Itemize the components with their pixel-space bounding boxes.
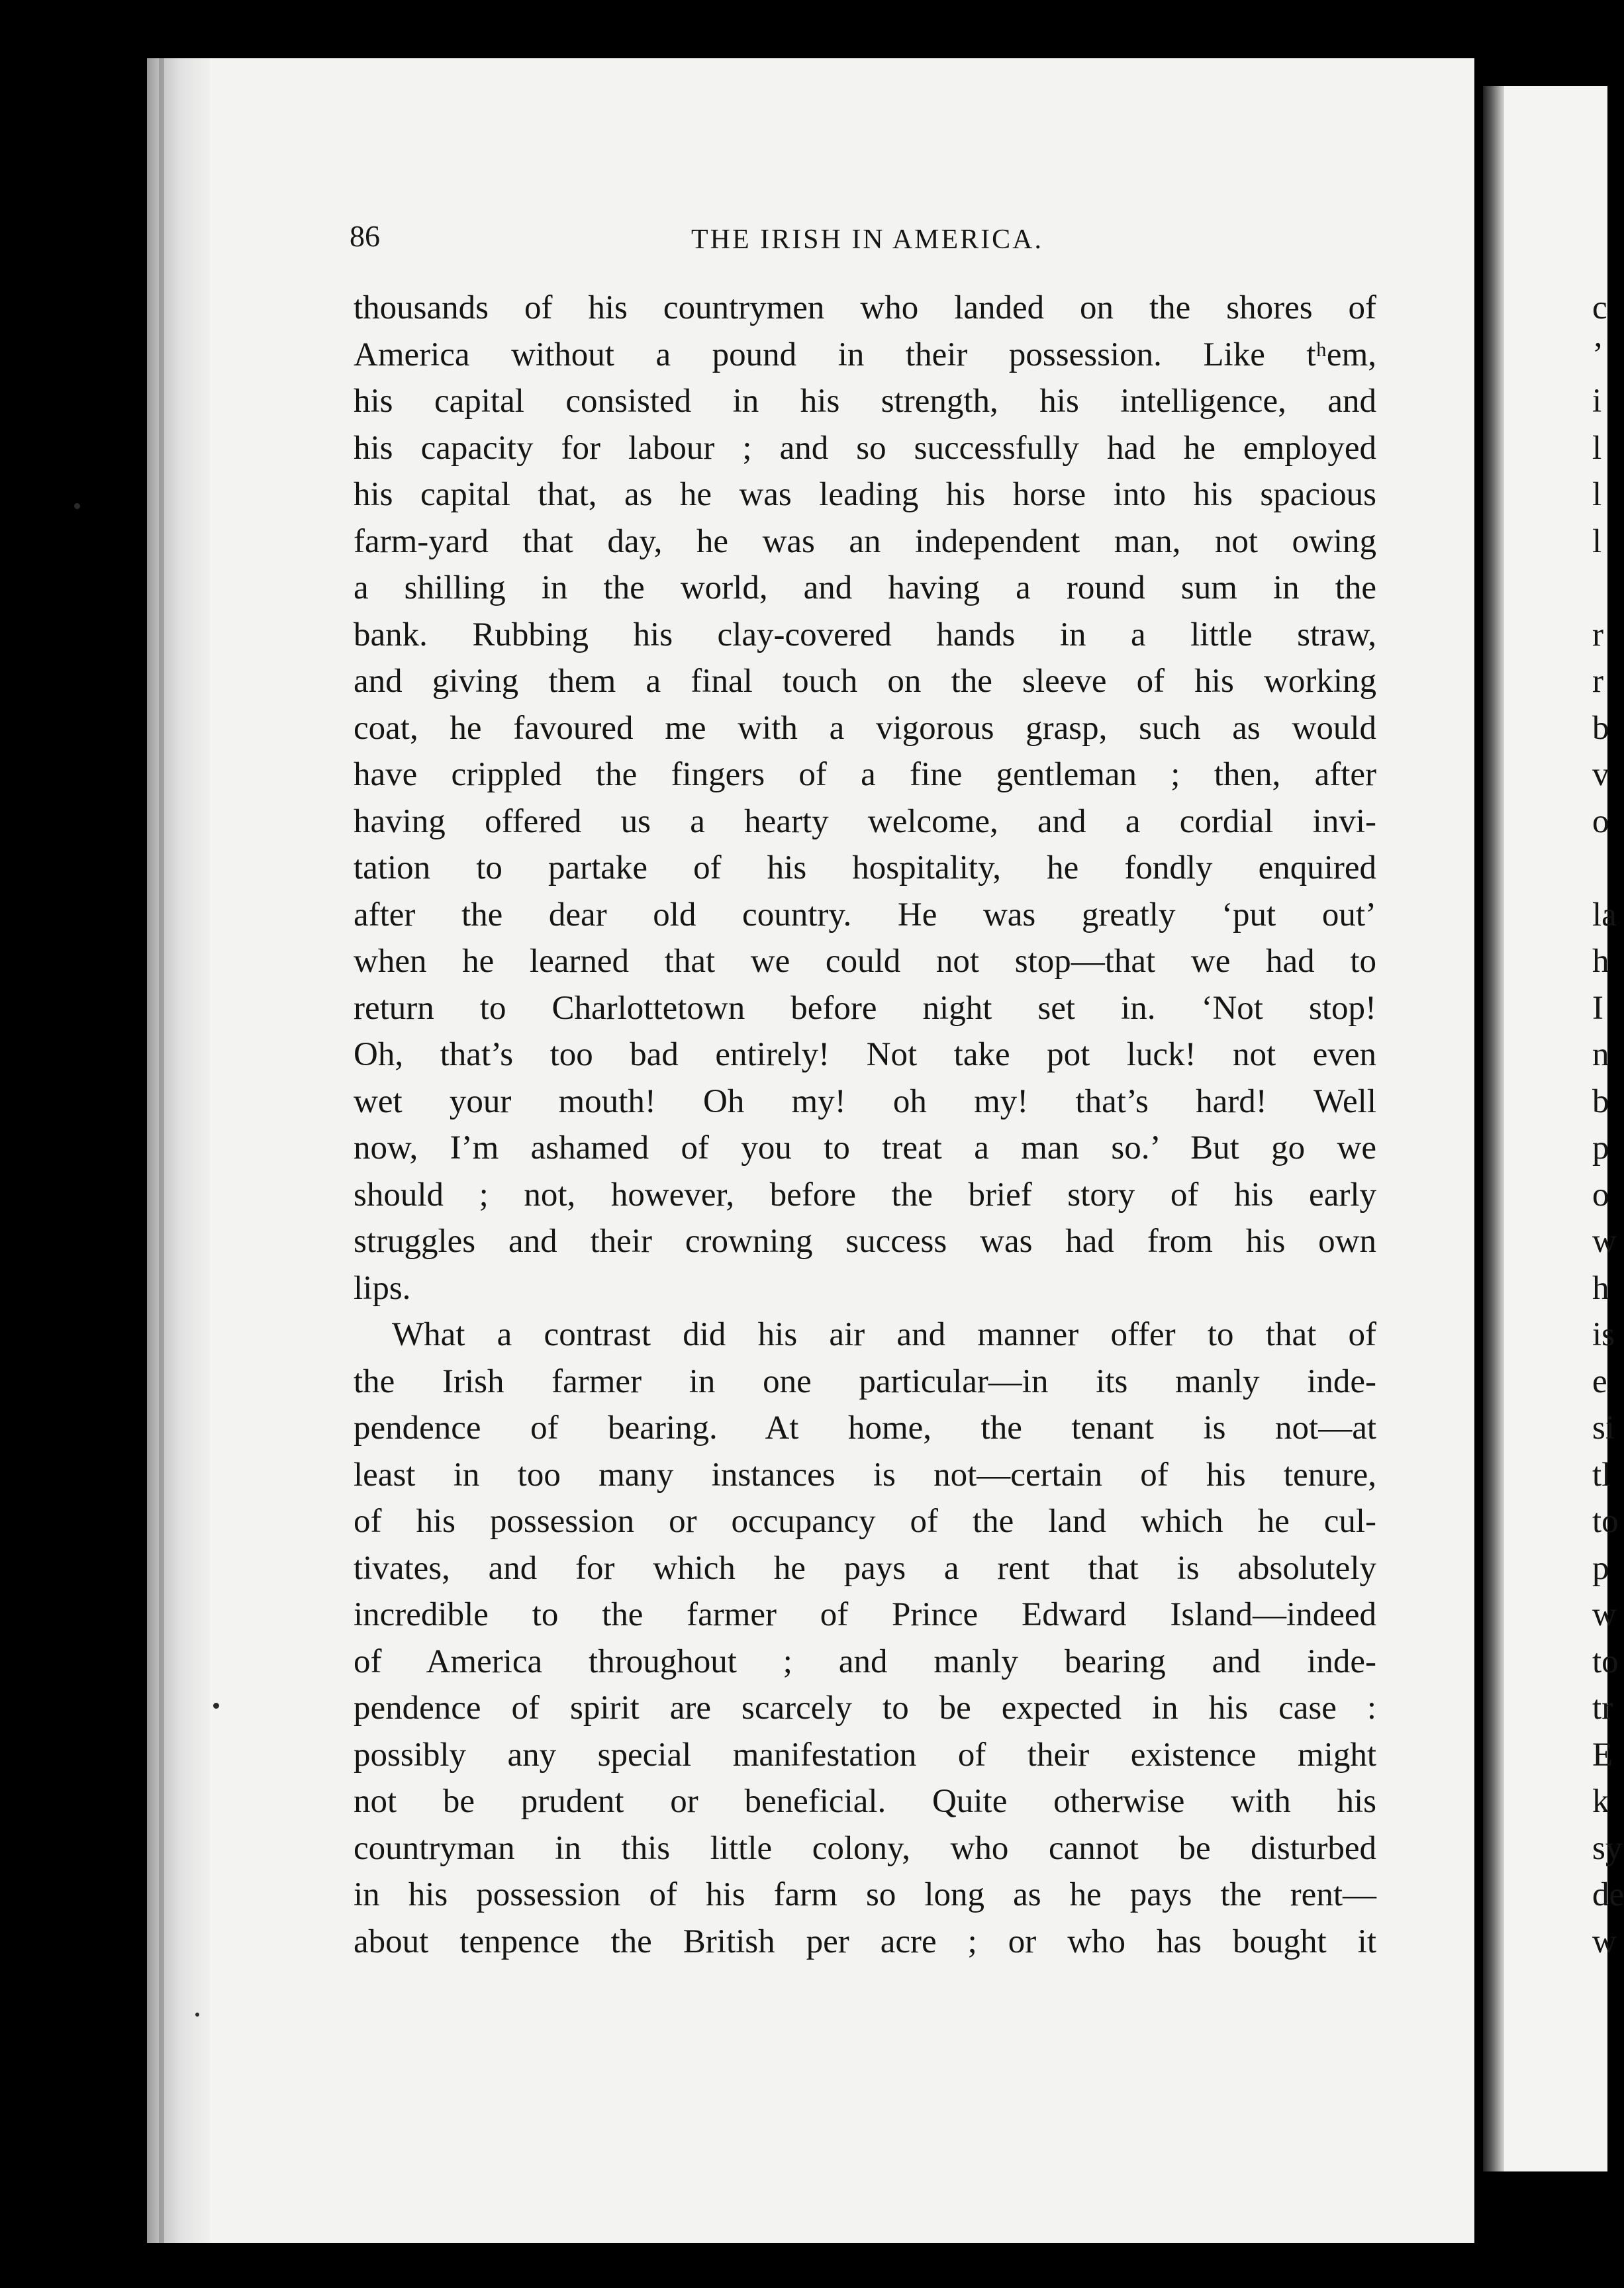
scan-speck [213, 1703, 219, 1709]
text-line: least in too many instances is not—certain of his tenure, [354, 1456, 1376, 1494]
text-line: not be prudent or beneficial. Quite otherwise with his [354, 1783, 1376, 1820]
fragment: I [1592, 989, 1603, 1027]
fragment: w [1592, 1223, 1617, 1260]
text-line: pendence of spirit are scarcely to be expected in his case : [354, 1690, 1376, 1727]
page-gutter-shading [147, 58, 210, 2243]
text-line: having offered us a hearty welcome, and a cordial invi- [354, 802, 1376, 840]
fragment: i [1592, 383, 1602, 420]
fragment: o [1592, 1176, 1609, 1214]
fragment: k [1592, 1783, 1609, 1820]
fragment: ’ [1592, 336, 1603, 373]
text-line: in his possession of his farm so long as he pays the rent— [354, 1876, 1376, 1913]
text-line: America without a pound in their possession. Like tʰem, [354, 336, 1376, 373]
text-line: tation to partake of his hospitality, he fondly enquired [354, 849, 1376, 886]
fragment: w [1592, 1596, 1617, 1633]
text-line: his capital consisted in his strength, his intelligence, and [354, 383, 1376, 420]
text-line: his capacity for labour ; and so successfully had he employed [354, 429, 1376, 467]
text-line: incredible to the farmer of Prince Edward Island—indeed [354, 1596, 1376, 1633]
fragment: E [1592, 1736, 1613, 1774]
fragment: o [1592, 802, 1609, 840]
text-line: a shilling in the world, and having a round sum in the [354, 569, 1376, 606]
text-line: his capital that, as he was leading his horse into his spacious [354, 476, 1376, 513]
fragment: n [1592, 1036, 1609, 1073]
text-line: return to Charlottetown before night set in. ‘Not stop! [354, 989, 1376, 1027]
fragment: si [1592, 1409, 1615, 1447]
fragment: e [1592, 1362, 1607, 1400]
fragment [1592, 845, 1607, 892]
text-line: of America throughout ; and manly bearing and inde- [354, 1643, 1376, 1680]
text-line: and giving them a final touch on the sleeve of his working [354, 663, 1376, 700]
text-line: about tenpence the British per acre ; or who has bought it [354, 1923, 1376, 1960]
text-line: farm-yard that day, he was an independent man, not owing [354, 522, 1376, 560]
fragment: v [1592, 756, 1609, 793]
facing-page-text [1592, 285, 1624, 1965]
text-line: should ; not, however, before the brief story of his early [354, 1176, 1376, 1214]
fragment: b [1592, 709, 1609, 747]
fragment: b [1592, 1082, 1609, 1120]
text-line: possibly any special manifestation of their existence might [354, 1736, 1376, 1774]
fragment: sy [1592, 1829, 1623, 1867]
fragment: p [1592, 1549, 1609, 1587]
running-title: THE IRISH IN AMERICA. [691, 224, 1043, 255]
text-line: struggles and their crowning success was had from his own [354, 1223, 1376, 1260]
text-line: countryman in this little colony, who cannot be disturbed [354, 1829, 1376, 1867]
fragment: l [1592, 476, 1602, 513]
fragment: l [1592, 522, 1602, 560]
fragment: r [1592, 616, 1603, 653]
text-line: bank. Rubbing his clay-covered hands in a little straw, [354, 616, 1376, 653]
paragraph-start-line: What a contrast did his air and manner offer to that of [392, 1316, 1376, 1353]
text-line: coat, he favoured me with a vigorous grasp, such as would [354, 709, 1376, 747]
page-number: 86 [350, 219, 380, 253]
text-line: pendence of bearing. At home, the tenant is not—at [354, 1409, 1376, 1447]
text-line: when he learned that we could not stop—that we had to [354, 943, 1376, 980]
text-line: thousands of his countrymen who landed on the shores of [354, 289, 1376, 326]
fragment: r [1592, 663, 1603, 700]
fragment [1592, 565, 1607, 612]
fragment: de [1592, 1876, 1624, 1913]
fragment: is [1592, 1316, 1615, 1353]
fragment: w [1592, 1923, 1617, 1960]
fragment: c [1592, 289, 1607, 326]
scan-speck [74, 503, 80, 509]
scan-speck [195, 2013, 199, 2017]
fragment: to [1592, 1643, 1619, 1680]
fragment: h [1592, 943, 1609, 980]
fragment: tr [1592, 1690, 1613, 1727]
fragment: la [1592, 896, 1617, 933]
text-line: now, I’m ashamed of you to treat a man so.’ But go we [354, 1129, 1376, 1167]
text-line: wet your mouth! Oh my! oh my! that’s hard! Well [354, 1082, 1376, 1120]
text-line: of his possession or occupancy of the land which he cul- [354, 1503, 1376, 1540]
fragment: tl [1592, 1456, 1611, 1494]
text-line: Oh, that’s too bad entirely! Not take pot luck! not even [354, 1036, 1376, 1073]
text-line: the Irish farmer in one particular—in its manly inde- [354, 1362, 1376, 1400]
text-line: have crippled the fingers of a fine gentleman ; then, after [354, 756, 1376, 793]
body-text [354, 285, 1376, 1965]
paragraph-end-line: lips. [354, 1269, 411, 1307]
page-edge-line [159, 58, 164, 2243]
fragment: l [1592, 429, 1602, 467]
text-line: tivates, and for which he pays a rent that is absolutely [354, 1549, 1376, 1587]
text-line: after the dear old country. He was greatly ‘put out’ [354, 896, 1376, 933]
fragment: to [1592, 1503, 1619, 1540]
fragment: p [1592, 1129, 1609, 1167]
fragment: h [1592, 1269, 1609, 1307]
facing-page-shadow [1483, 86, 1504, 2171]
